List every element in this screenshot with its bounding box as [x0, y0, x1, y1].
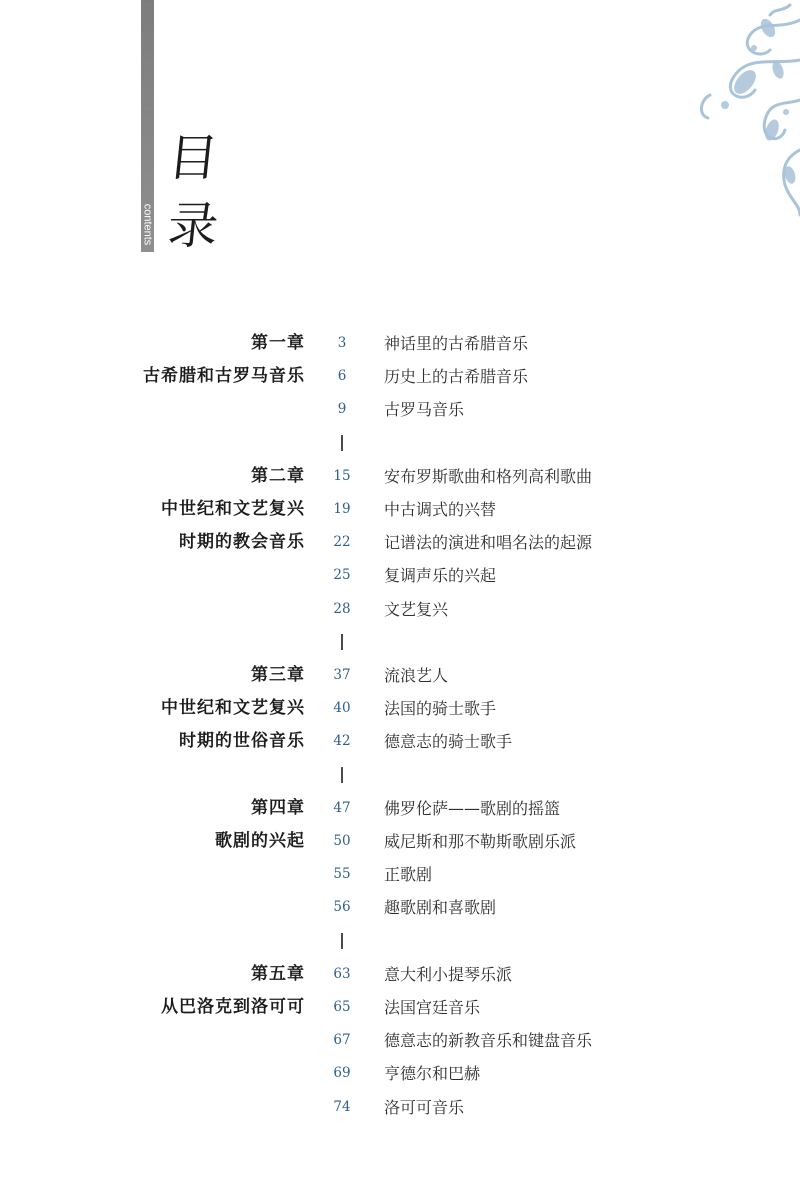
chapter-title-line: 歌剧的兴起 — [215, 831, 305, 851]
section-title[interactable]: 复调声乐的兴起 — [384, 566, 497, 586]
section-title[interactable]: 德意志的新教音乐和键盘音乐 — [384, 1031, 593, 1051]
page-number: 19 — [333, 501, 351, 517]
section-title[interactable]: 中古调式的兴替 — [384, 500, 497, 519]
toc-row[interactable] — [0, 825, 800, 858]
page-number: 67 — [333, 1032, 351, 1049]
page-number: 3 — [337, 335, 347, 351]
section-title[interactable]: 记谱法的演进和唱名法的起源 — [384, 533, 593, 553]
page-number: 15 — [333, 467, 351, 484]
chapter-divider — [341, 767, 343, 783]
page-number: 63 — [333, 965, 351, 982]
toc-row[interactable] — [0, 327, 800, 360]
page-number: 22 — [333, 534, 351, 551]
page-number: 55 — [333, 866, 351, 883]
toc-row[interactable] — [0, 1024, 800, 1057]
section-title[interactable]: 正歌剧 — [384, 865, 433, 885]
section-title[interactable]: 神话里的古希腊音乐 — [384, 334, 529, 353]
toc-row[interactable] — [0, 692, 800, 725]
page-number: 56 — [333, 899, 351, 916]
chapter-divider — [341, 634, 343, 650]
page-number: 37 — [333, 667, 351, 683]
section-title[interactable]: 亨德尔和巴赫 — [384, 1064, 481, 1084]
section-title[interactable]: 德意志的骑士歌手 — [384, 732, 513, 752]
toc-row[interactable] — [0, 593, 800, 626]
toc-row[interactable] — [0, 493, 800, 526]
page-number: 28 — [333, 600, 351, 617]
page-number: 40 — [333, 700, 351, 717]
page-number: 65 — [333, 999, 351, 1015]
section-title[interactable]: 历史上的古希腊音乐 — [384, 367, 529, 387]
chapter-title-line: 时期的教会音乐 — [179, 532, 305, 553]
section-title[interactable]: 文艺复兴 — [384, 599, 449, 619]
toc-row[interactable] — [0, 991, 800, 1024]
toc-row[interactable] — [0, 792, 800, 825]
section-title[interactable]: 佛罗伦萨——歌剧的摇篮 — [384, 798, 561, 818]
section-title[interactable]: 洛可可音乐 — [384, 1097, 465, 1117]
chapter-title-line: 中世纪和文艺复兴 — [161, 499, 305, 519]
toc-row[interactable] — [0, 460, 800, 493]
section-title[interactable]: 古罗马音乐 — [384, 400, 465, 420]
toc-row[interactable] — [0, 891, 800, 924]
page-number: 6 — [337, 368, 347, 385]
page-number: 42 — [333, 733, 351, 750]
chapter-number: 第一章 — [251, 333, 305, 353]
page-title-char-2: 录 — [164, 197, 222, 255]
chapter-title-line: 古希腊和古罗马音乐 — [143, 366, 305, 387]
chapter-title-line: 中世纪和文艺复兴 — [161, 698, 305, 719]
chapter-title-line: 从巴洛克到洛可可 — [161, 997, 305, 1017]
side-label — [141, 200, 154, 252]
page-number: 47 — [333, 799, 351, 816]
section-title[interactable]: 法国宫廷音乐 — [384, 998, 481, 1017]
toc-row[interactable] — [0, 659, 800, 692]
chapter-number: 第四章 — [251, 797, 305, 818]
toc-row[interactable] — [0, 393, 800, 426]
toc-row[interactable] — [0, 958, 800, 991]
toc-row[interactable] — [0, 725, 800, 758]
chapter-number: 第三章 — [251, 665, 305, 685]
section-title[interactable]: 法国的骑士歌手 — [384, 699, 497, 719]
chapter-divider — [341, 933, 343, 949]
page-number: 25 — [333, 567, 351, 584]
floral-ornament-icon — [690, 0, 800, 220]
section-title[interactable]: 威尼斯和那不勒斯歌剧乐派 — [384, 832, 577, 851]
page-number: 50 — [333, 833, 351, 849]
toc-row[interactable] — [0, 1091, 800, 1124]
page-number: 69 — [333, 1065, 351, 1082]
section-title[interactable]: 意大利小提琴乐派 — [384, 964, 513, 984]
toc-row[interactable] — [0, 858, 800, 891]
chapter-divider — [341, 435, 343, 451]
side-label-text: contents — [141, 203, 154, 246]
chapter-number: 第二章 — [251, 465, 305, 486]
toc-row[interactable] — [0, 559, 800, 592]
page-title-char-1: 目 — [164, 129, 222, 187]
toc-row[interactable] — [0, 1057, 800, 1090]
page-number: 74 — [333, 1098, 351, 1115]
section-title[interactable]: 趣歌剧和喜歌剧 — [384, 898, 497, 918]
section-title[interactable]: 安布罗斯歌曲和格列高利歌曲 — [384, 466, 593, 486]
toc-row[interactable] — [0, 360, 800, 393]
toc-row[interactable] — [0, 526, 800, 559]
page-number: 9 — [337, 401, 347, 418]
section-title[interactable]: 流浪艺人 — [384, 666, 449, 685]
chapter-number: 第五章 — [251, 963, 305, 984]
chapter-title-line: 时期的世俗音乐 — [179, 731, 305, 752]
